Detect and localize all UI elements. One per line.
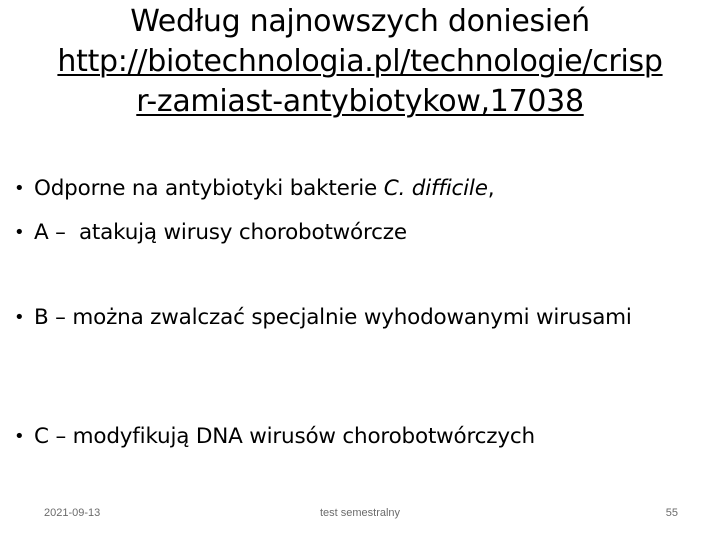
title-heading: Według najnowszych doniesień [130,4,590,39]
bullet-text: Odporne na antybiotyki bakterie [34,176,384,201]
bullet-icon: • [14,222,25,243]
footer-center: test semestralny [319,507,401,519]
bullet-text: B – można zwalczać specjalnie wyhodowanymi wirusami [34,305,632,330]
footer-page-number: 55 [665,507,678,519]
bullet-icon: • [14,178,25,199]
source-link-part1[interactable]: http://biotechnologia.pl/technologie/crisp [57,44,663,79]
bullet-icon: • [14,307,25,328]
bullet-italic-text: C. difficile [383,176,488,201]
slide-title [0,2,720,122]
bullet-icon: • [14,426,25,447]
bullet-text: C – modyfikują DNA wirusów chorobotwórczych [34,424,535,449]
bullet-text-suffix: , [487,176,495,201]
source-link-part2[interactable]: r-zamiast-antybiotykow,17038 [136,84,584,119]
footer-date: 2021-09-13 [44,507,101,519]
bullet-text: A – atakują wirusy chorobotwórcze [34,220,407,245]
bullet-item [14,174,704,203]
bullet-item [14,303,704,332]
bullet-item [14,218,704,247]
bullet-item [14,422,704,451]
